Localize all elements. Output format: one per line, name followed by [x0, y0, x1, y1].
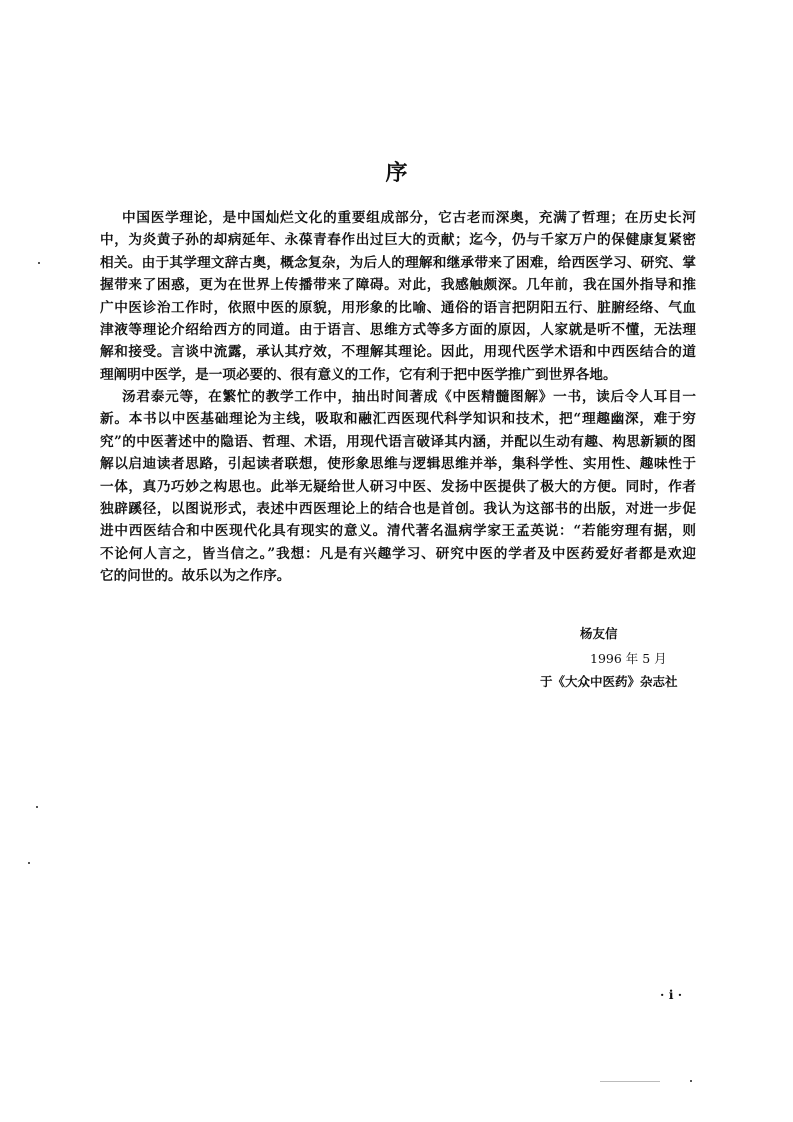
text-line: 握带来了困惑，更为在世界上传播带来了障碍。对此，我感触颇深。几年前，我在国外指导和推 [100, 277, 696, 294]
text-line: 解以启迪读者思路，引起读者联想，使形象思维与逻辑思维并举，集科学性、实用性、趣味性于 [100, 456, 696, 473]
text-line: 新。本书以中医基础理论为主线，吸取和融汇西医现代科学知识和技术，把“理趣幽深，难于穷 [100, 411, 696, 428]
text-line: 理阐明中医学，是一项必要的、很有意义的工作，它有利于把中医学推广到世界各地。 [100, 366, 617, 383]
page-title: 序 [385, 160, 408, 186]
text-line: 中国医学理论，是中国灿烂文化的重要组成部分，它古老而深奥，充满了哲理；在历史长河 [122, 210, 696, 226]
text-line: 汤君泰元等，在繁忙的教学工作中，抽出时间著成《中医精髓图解》一书，读后令人耳目一 [122, 389, 696, 405]
scan-speck [38, 262, 40, 264]
scan-speck [36, 806, 38, 808]
paragraph-1 [100, 207, 696, 386]
text-line: 它的问世的。故乐以为之作序。 [100, 568, 291, 585]
text-line: 相关。由于其学理文辞古奥，概念复杂，为后人的理解和继承带来了困难，给西医学习、研究、掌 [100, 254, 696, 271]
scan-speck [690, 1080, 692, 1082]
page-number: · i · [660, 987, 683, 1002]
text-line: 究”的中医著述中的隐语、哲理、术语，用现代语言破译其内涵，并配以生动有趣、构思新颖的图 [100, 433, 696, 450]
text-line: 不论何人言之，皆当信之。”我想：凡是有兴趣学习、研究中医的学者及中医药爱好者都是欢迎 [100, 545, 696, 562]
text-line: 进中西医结合和中医现代化具有现实的意义。清代著名温病学家王孟英说：“若能穷理有据，则 [100, 523, 696, 540]
signature-place: 于《大众中医药》杂志社 [540, 674, 678, 689]
text-line: 一体，真乃巧妙之构思也。此举无疑给世人研习中医、发扬中医提供了极大的方便。同时，作者 [100, 478, 696, 495]
signature-date: 1996 年 5 月 [590, 651, 667, 666]
text-line: 独辟蹊径，以图说形式，表述中西医理论上的结合也是首创。我认为这部书的出版，对进一步促 [100, 500, 696, 517]
text-line: 广中医诊治工作时，依照中医的原貌，用形象的比喻、通俗的语言把阴阳五行、脏腑经络、气血 [100, 299, 696, 316]
paragraph-2 [100, 386, 696, 588]
signature-author: 杨友信 [580, 626, 618, 641]
text-line: 津液等理论介绍给西方的同道。由于语言、思维方式等多方面的原因，人家就是听不懂，无法理 [100, 321, 696, 338]
scan-speck [28, 862, 30, 864]
text-line: 解和接受。言谈中流露，承认其疗效，不理解其理论。因此，用现代医学术语和中西医结合的道 [100, 344, 696, 361]
text-line: 中，为炎黄子孙的却病延年、永葆青春作出过巨大的贡献；迄今，仍与千家万户的保健康复紧密 [100, 232, 696, 249]
scan-mark [600, 1081, 660, 1082]
